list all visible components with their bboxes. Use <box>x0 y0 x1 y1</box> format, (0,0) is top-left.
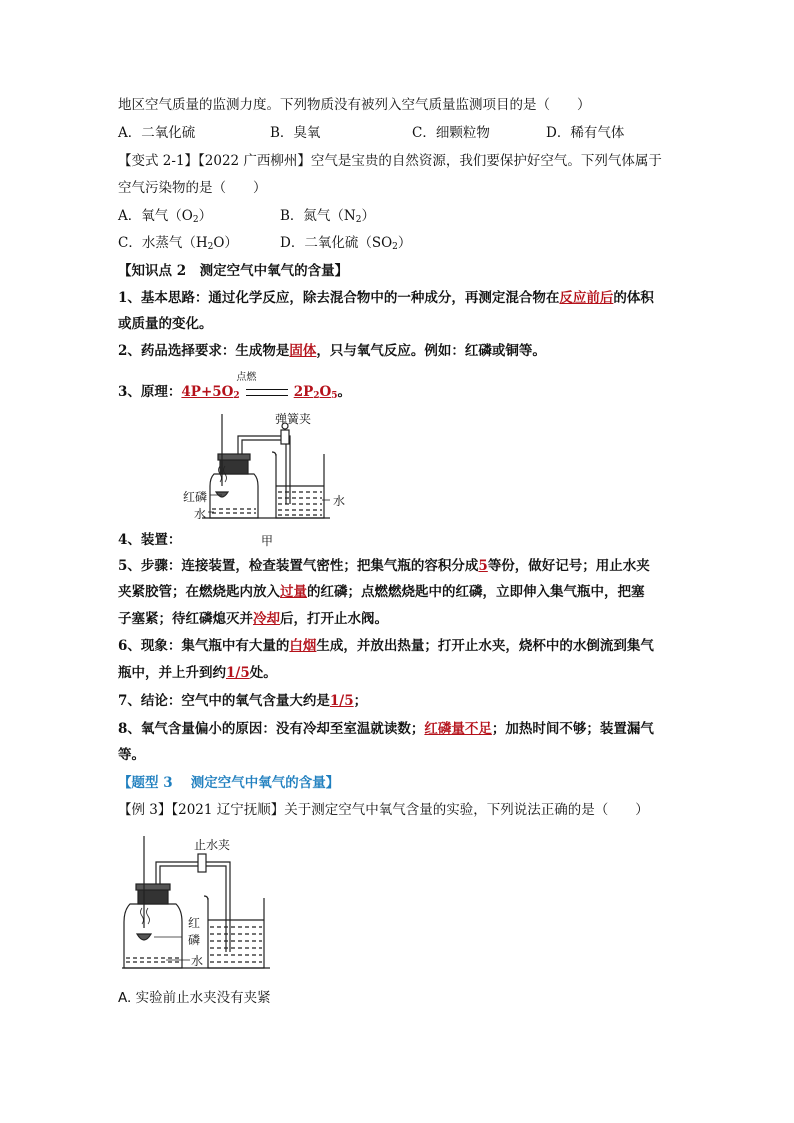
label-spring-clip: 弹簧夹 <box>275 412 312 426</box>
answer-blank: 红磷量不足 <box>424 721 492 737</box>
answer-blank: 5 <box>478 558 488 574</box>
answer-blank: 冷却 <box>253 611 280 627</box>
variant-option-c: C．水蒸气$(H_2O)$ <box>118 235 238 252</box>
type3-title: 【题型 3 测定空气中氧气的含量】 <box>118 775 340 791</box>
variant-option-d: D．二氧化硫$(SO_2)$ <box>280 235 412 252</box>
label-phosphorus: 磷 <box>188 933 201 947</box>
label-water-bottle: 水 <box>194 507 207 521</box>
label-water: 水 <box>191 954 204 968</box>
option-d: D．稀有气体 <box>546 125 625 141</box>
variant-stem-line2: 空气污染物的是（ ） <box>118 180 267 196</box>
label-red-phosphorus: 红磷 <box>183 490 208 504</box>
knowledge-p1-cont: 或质量的变化。 <box>118 316 213 332</box>
knowledge-p3: 3、原理：$4P+5O_2$ 点燃 $2P_2O_5$。 <box>118 383 351 405</box>
equals-sign <box>246 389 288 396</box>
answer-blank: 固体 <box>289 343 317 359</box>
knowledge-p8: 8、氧气含量偏小的原因：没有冷却至室温就读数；红磷量不足；加热时间不够；装置漏气 <box>118 721 654 737</box>
knowledge-title: 【知识点 2 测定空气中氧气的含量】 <box>118 263 349 279</box>
knowledge-p2: 2、药品选择要求：生成物是固体，只与氧气反应。例如：红磷或铜等。 <box>118 343 546 359</box>
reaction-equation: $4P+5O_2$ 点燃 $2P_2O_5$ <box>181 383 337 405</box>
options-row <box>118 124 624 142</box>
knowledge-p5-cont2: 子塞紧；待红磷熄灭并冷却后，打开止水阀。 <box>118 611 388 627</box>
knowledge-p4: 4、装置： <box>118 532 182 548</box>
option-a: A．二氧化硫 <box>118 125 196 141</box>
knowledge-p5-cont1: 夹紧胶管；在燃烧匙内放入过量的红磷；点燃燃烧匙中的红磷，立即伸入集气瓶中，把塞 <box>118 584 645 600</box>
knowledge-p6: 6、现象：集气瓶中有大量的白烟生成，并放出热量；打开止水夹，烧杯中的水倒流到集气 <box>118 638 654 654</box>
answer-blank: 反应前后 <box>559 290 614 306</box>
knowledge-p5: 5、步骤：连接装置，检查装置气密性；把集气瓶的容积分成5等份，做好记号；用止水夹 <box>118 558 650 574</box>
knowledge-p8-cont: 等。 <box>118 747 145 763</box>
example3-option-a: A. 实验前止水夹没有夹紧 <box>118 990 271 1006</box>
knowledge-p1: 1、基本思路：通过化学反应，除去混合物中的一种成分，再测定混合物在反应前后的体积 <box>118 290 654 306</box>
answer-blank: 过量 <box>280 584 307 600</box>
label-red: 红 <box>188 916 201 930</box>
variant-options-row1 <box>118 207 375 229</box>
equation-condition: 点燃 <box>236 372 257 383</box>
label-water-stop-clip: 止水夹 <box>194 838 231 852</box>
answer-blank: 1/5 <box>329 693 354 709</box>
question-stem: 地区空气质量的监测力度。下列物质没有被列入空气质量监测项目的是（ ） <box>118 97 591 113</box>
apparatus-figure-1 <box>180 408 360 543</box>
option-c: C．细颗粒物 <box>412 125 490 141</box>
answer-blank: 白烟 <box>289 638 317 654</box>
variant-options-row2 <box>118 234 411 256</box>
variant-stem-line1: 【变式 2-1】【2022 广西柳州】空气是宝贵的自然资源，我们要保护好空气。下列气体属于 <box>118 153 662 169</box>
option-b: B．臭氧 <box>270 125 321 141</box>
figure-caption: 甲 <box>261 534 274 548</box>
variant-option-b: B．氮气$(N_2)$ <box>280 208 375 225</box>
label-water-beaker: 水 <box>333 494 346 508</box>
variant-option-a: A．氧气$(O_2)$ <box>118 208 213 225</box>
knowledge-p6-cont: 瓶中，并上升到约1/5处。 <box>118 665 277 681</box>
answer-blank: 1/5 <box>226 665 250 681</box>
example3-stem: 【例 3】【2021 辽宁抚顺】关于测定空气中氧气含量的实验，下列说法正确的是（ ） <box>118 802 649 818</box>
knowledge-p7: 7、结论：空气中的氧气含量大约是1/5； <box>118 693 368 709</box>
